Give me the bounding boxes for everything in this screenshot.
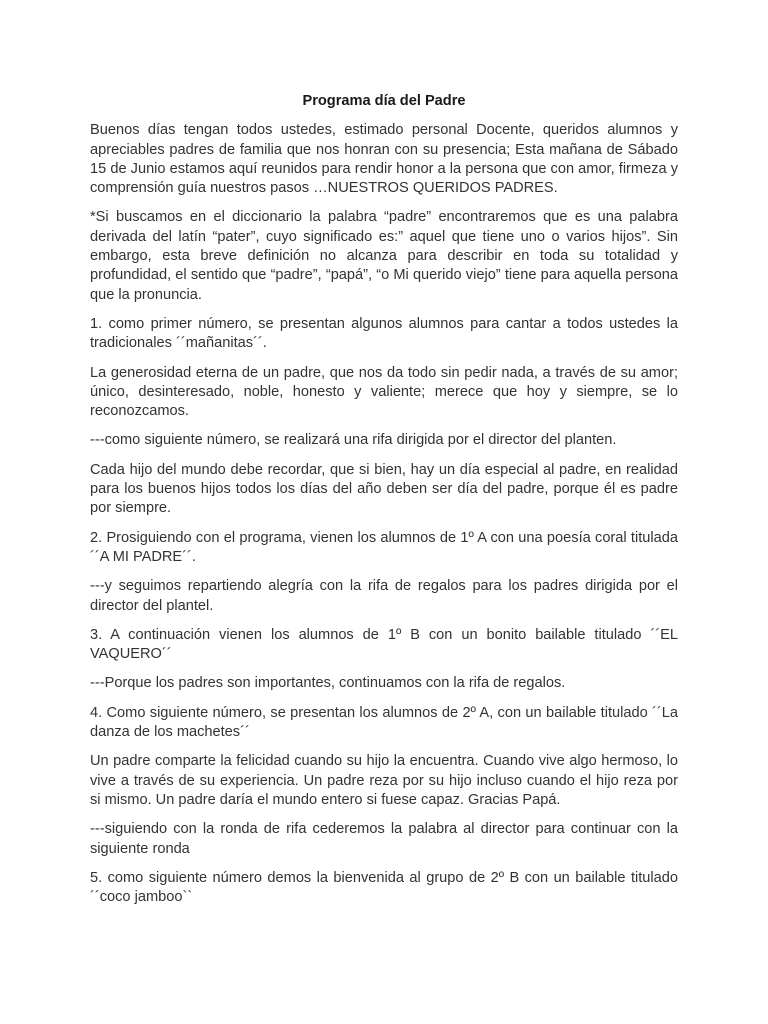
paragraph-definition: *Si buscamos en el diccionario la palabra “padre” encontraremos que es una palabra derivada del latín “pater”, cuyo significado es:” aquel que tiene uno o varios hijos”. Sin embargo, esta breve definición no alcanza para describir en toda su totalidad y profundidad, el sentido que “padre”, “papá”, “o Mi querido viejo” tiene para aquella persona que la pronuncia. (90, 209, 678, 303)
paragraph-every-child: Cada hijo del mundo debe recordar, que si bien, hay un día especial al padre, en realidad para los buenos hijos todos los días del año deben ser día del padre, porque él es padre por siempre. (90, 461, 678, 517)
paragraph-a-father-shares: Un padre comparte la felicidad cuando su hijo la encuentra. Cuando vive algo hermoso, lo vive a través de su experiencia. Un padre reza por su hijo incluso cuando el hijo reza por si mismo. Un padre daría el mundo entero si fuese capaz. Gracias Papá. (90, 753, 678, 808)
paragraph-item-5: 5. como siguiente número demos la bienvenida al grupo de 2º B con un bailable titulado ´´coco jamboo`` (90, 869, 678, 906)
document-title: Programa día del Padre (302, 93, 466, 109)
paragraph-raffle-3: ---Porque los padres son importantes, continuamos con la rifa de regalos. (90, 675, 566, 692)
paragraph-item-2: 2. Prosiguiendo con el programa, vienen los alumnos de 1º A con una poesía coral titulada ´´A MI PADRE´´. (90, 529, 678, 565)
paragraph-raffle-2: ---y seguimos repartiendo alegría con la rifa de regalos para los padres dirigida por el director del plantel. (90, 578, 678, 614)
paragraph-welcome: Buenos días tengan todos ustedes, estimado personal Docente, queridos alumnos y apreciables padres de familia que nos honran con su presencia; Esta mañana de Sábado 15 de Junio estamos aquí reunidos para rendir honor a la persona que con amor, firmeza y comprensión guía nuestros pasos …NUESTROS QUERIDOS PADRES. (90, 122, 678, 197)
paragraph-item-4: 4. Como siguiente número, se presentan los alumnos de 2º A, con un bailable titulado ´´La danza de los machetes´´ (90, 704, 678, 741)
paragraph-item-3: 3. A continuación vienen los alumnos de 1º B con un bonito bailable titulado ´´EL VAQUERO´´ (90, 626, 678, 663)
paragraph-item-1: 1. como primer número, se presentan algunos alumnos para cantar a todos ustedes la tradicionales ´´mañanitas´´. (90, 315, 678, 352)
paragraph-raffle-4: ---siguiendo con la ronda de rifa cederemos la palabra al director para continuar con la siguiente ronda (90, 821, 678, 857)
paragraph-raffle-1: ---como siguiente número, se realizará una rifa dirigida por el director del planten. (90, 432, 617, 449)
paragraph-generosity: La generosidad eterna de un padre, que nos da todo sin pedir nada, a través de su amor; único, desinteresado, noble, honesto y valiente; merece que hoy y siempre, se lo reconozcamos. (90, 364, 678, 420)
document-page (90, 92, 678, 917)
